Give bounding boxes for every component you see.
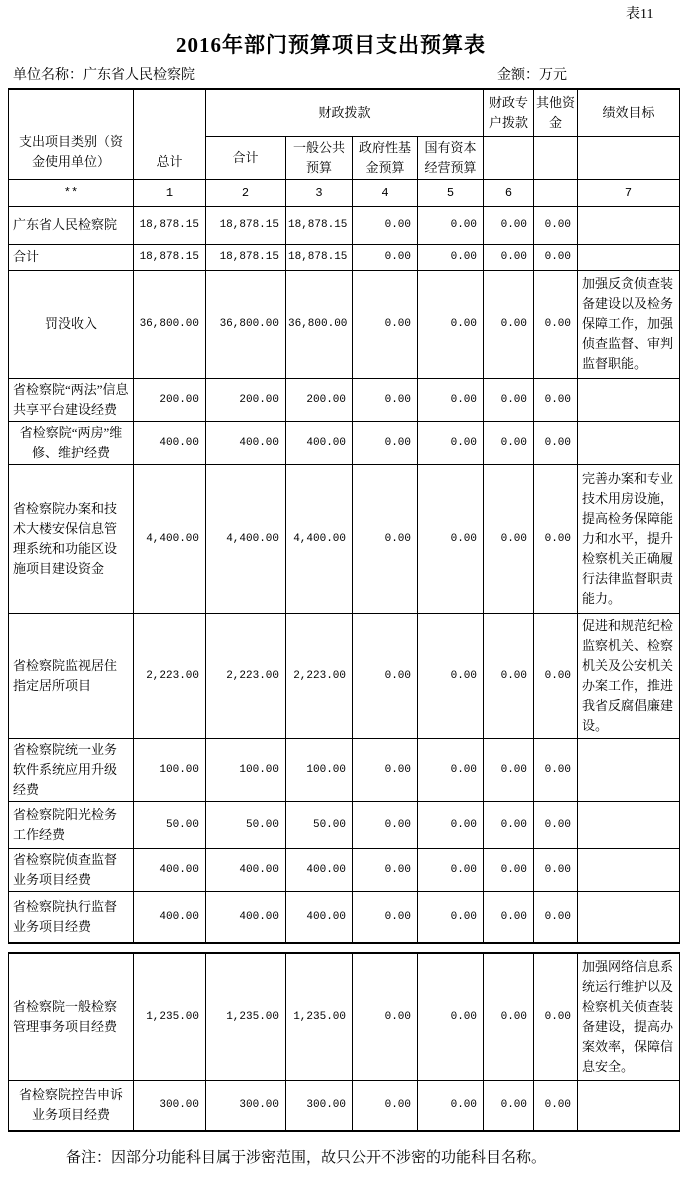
- cell-performance: 促进和规范纪检监察机关、检察机关及公安机关办案工作，推进我省反腐倡廉建设。: [578, 613, 680, 738]
- cell-value: 0.00: [418, 378, 484, 421]
- cell-project-label: 广东省人民检察院: [9, 206, 134, 244]
- cell-value: 0.00: [534, 421, 578, 464]
- table-row: [9, 953, 680, 1080]
- cell-value: 0.00: [534, 953, 578, 1080]
- col-number-cell: 1: [134, 179, 206, 206]
- table-row: [9, 1080, 680, 1131]
- cell-value: 0.00: [353, 891, 418, 943]
- cell-value: 0.00: [353, 421, 418, 464]
- cell-value: 2,223.00: [134, 613, 206, 738]
- footnote: 备注：因部分功能科目属于涉密范围，故只公开不涉密的功能科目名称。: [66, 1150, 547, 1166]
- cell-value: 0.00: [534, 244, 578, 270]
- col-number-cell: 2: [206, 179, 286, 206]
- cell-value: 0.00: [353, 378, 418, 421]
- cell-value: 0.00: [418, 953, 484, 1080]
- cell-value: 0.00: [534, 270, 578, 378]
- cell-performance: [578, 738, 680, 801]
- page-title: 2016年部门预算项目支出预算表: [176, 33, 486, 57]
- cell-value: 18,878.15: [286, 244, 353, 270]
- cell-value: 300.00: [206, 1080, 286, 1131]
- cell-value: 0.00: [353, 464, 418, 613]
- cell-value: 1,235.00: [134, 953, 206, 1080]
- table-row: [9, 848, 680, 891]
- cell-value: 0.00: [534, 801, 578, 848]
- col-header-performance: 绩效目标: [578, 89, 680, 136]
- cell-value: 50.00: [286, 801, 353, 848]
- meta-row: [0, 64, 683, 84]
- cell-project-label: 省检察院监视居住指定居所项目: [9, 613, 134, 738]
- col-number-cell: 5: [418, 179, 484, 206]
- col-header-gov-fund-budget: 政府性基金预算: [353, 136, 418, 179]
- table-row: [9, 206, 680, 244]
- cell-value: 0.00: [534, 378, 578, 421]
- cell-performance: 加强反贪侦查装备建设以及检务保障工作，加强侦查监督、审判监督职能。: [578, 270, 680, 378]
- cell-value: 0.00: [484, 891, 534, 943]
- col-header-total: 总计: [134, 89, 206, 179]
- cell-value: 400.00: [286, 848, 353, 891]
- col-number-cell: [534, 179, 578, 206]
- budget-table-block-2: [8, 952, 680, 1132]
- table-row: [9, 421, 680, 464]
- cell-value: 100.00: [286, 738, 353, 801]
- cell-project-label: 省检察院一般检察管理事务项目经费: [9, 953, 134, 1080]
- col-number-cell: 3: [286, 179, 353, 206]
- cell-performance: [578, 206, 680, 244]
- col-header-fiscal-group: 财政拨款: [206, 89, 484, 136]
- cell-value: 400.00: [134, 848, 206, 891]
- col-header-special-account: 财政专户拨款: [484, 89, 534, 136]
- cell-value: 18,878.15: [134, 206, 206, 244]
- cell-value: 400.00: [134, 891, 206, 943]
- cell-value: 0.00: [534, 206, 578, 244]
- col-number-cell: 6: [484, 179, 534, 206]
- cell-value: 400.00: [286, 421, 353, 464]
- cell-value: 0.00: [484, 613, 534, 738]
- header-empty-cell: [578, 136, 680, 179]
- cell-value: 0.00: [534, 891, 578, 943]
- cell-value: 0.00: [353, 738, 418, 801]
- cell-project-label: 省检察院“两房”维修、维护经费: [9, 421, 134, 464]
- cell-value: 400.00: [206, 848, 286, 891]
- cell-project-label: 省检察院侦查监督业务项目经费: [9, 848, 134, 891]
- cell-value: 100.00: [134, 738, 206, 801]
- cell-value: 4,400.00: [134, 464, 206, 613]
- cell-value: 0.00: [353, 848, 418, 891]
- cell-performance: [578, 801, 680, 848]
- table-number-tag: 表11: [626, 7, 654, 22]
- cell-value: 0.00: [484, 421, 534, 464]
- header-empty-cell: [534, 136, 578, 179]
- cell-value: 0.00: [418, 891, 484, 943]
- cell-value: 0.00: [418, 738, 484, 801]
- cell-value: 36,800.00: [206, 270, 286, 378]
- cell-value: 0.00: [484, 270, 534, 378]
- cell-value: 36,800.00: [286, 270, 353, 378]
- cell-value: 200.00: [286, 378, 353, 421]
- col-number-cell: 7: [578, 179, 680, 206]
- amount-unit-label: 金额：万元: [497, 68, 567, 83]
- cell-value: 100.00: [206, 738, 286, 801]
- col-header-state-capital-budget: 国有资本经营预算: [418, 136, 484, 179]
- cell-value: 2,223.00: [286, 613, 353, 738]
- budget-tables: [8, 88, 679, 1132]
- header-row-numbers: [9, 179, 680, 206]
- cell-value: 0.00: [484, 1080, 534, 1131]
- cell-value: 36,800.00: [134, 270, 206, 378]
- table-row: [9, 738, 680, 801]
- table-row: [9, 613, 680, 738]
- cell-value: 200.00: [206, 378, 286, 421]
- cell-value: 0.00: [484, 738, 534, 801]
- cell-value: 0.00: [534, 848, 578, 891]
- cell-value: 0.00: [418, 613, 484, 738]
- cell-value: 0.00: [484, 848, 534, 891]
- cell-value: 0.00: [484, 801, 534, 848]
- table-row: [9, 464, 680, 613]
- cell-performance: [578, 1080, 680, 1131]
- cell-value: 4,400.00: [206, 464, 286, 613]
- header-empty-cell: [484, 136, 534, 179]
- cell-project-label: 省检察院“两法”信息共享平台建设经费: [9, 378, 134, 421]
- cell-performance: [578, 891, 680, 943]
- col-number-cell: 4: [353, 179, 418, 206]
- unit-name-label: 单位名称：广东省人民检察院: [13, 68, 195, 83]
- cell-value: 0.00: [418, 244, 484, 270]
- cell-value: 0.00: [484, 378, 534, 421]
- col-header-other-funds: 其他资金: [534, 89, 578, 136]
- cell-value: 0.00: [353, 1080, 418, 1131]
- cell-value: 0.00: [353, 206, 418, 244]
- cell-performance: 完善办案和专业技术用房设施，提高检务保障能力和水平，提升检察机关正确履行法律监督职责能力。: [578, 464, 680, 613]
- cell-project-label: 省检察院阳光检务工作经费: [9, 801, 134, 848]
- col-header-fiscal-subtotal: 合计: [206, 136, 286, 179]
- cell-value: 0.00: [353, 801, 418, 848]
- cell-value: 400.00: [206, 891, 286, 943]
- cell-project-label: 省检察院执行监督业务项目经费: [9, 891, 134, 943]
- cell-value: 300.00: [134, 1080, 206, 1131]
- table-row: [9, 270, 680, 378]
- cell-value: 0.00: [418, 848, 484, 891]
- cell-performance: [578, 378, 680, 421]
- cell-value: 1,235.00: [286, 953, 353, 1080]
- cell-value: 50.00: [134, 801, 206, 848]
- cell-value: 0.00: [418, 801, 484, 848]
- col-number-cell: **: [9, 179, 134, 206]
- cell-performance: [578, 421, 680, 464]
- cell-value: 2,223.00: [206, 613, 286, 738]
- cell-project-label: 省检察院控告申诉业务项目经费: [9, 1080, 134, 1131]
- cell-value: 200.00: [134, 378, 206, 421]
- cell-value: 18,878.15: [134, 244, 206, 270]
- cell-value: 0.00: [353, 613, 418, 738]
- cell-performance: 加强网络信息系统运行维护以及检察机关侦查装备建设，提高办案效率，保障信息安全。: [578, 953, 680, 1080]
- cell-value: 50.00: [206, 801, 286, 848]
- cell-value: 4,400.00: [286, 464, 353, 613]
- cell-value: 0.00: [418, 270, 484, 378]
- cell-value: 0.00: [484, 464, 534, 613]
- cell-value: 0.00: [534, 613, 578, 738]
- cell-value: 0.00: [418, 421, 484, 464]
- cell-value: 0.00: [418, 206, 484, 244]
- cell-value: 400.00: [134, 421, 206, 464]
- cell-value: 400.00: [206, 421, 286, 464]
- cell-project-label: 省检察院统一业务软件系统应用升级经费: [9, 738, 134, 801]
- cell-value: 18,878.15: [206, 244, 286, 270]
- cell-value: 400.00: [286, 891, 353, 943]
- header-row-groups: [9, 89, 680, 136]
- cell-value: 0.00: [484, 244, 534, 270]
- cell-value: 18,878.15: [206, 206, 286, 244]
- col-header-category: 支出项目类别（资金使用单位）: [9, 89, 134, 179]
- cell-performance: [578, 848, 680, 891]
- cell-value: 0.00: [418, 464, 484, 613]
- cell-value: 1,235.00: [206, 953, 286, 1080]
- cell-value: 0.00: [534, 738, 578, 801]
- col-header-general-public-budget: 一般公共预算: [286, 136, 353, 179]
- cell-value: 0.00: [353, 953, 418, 1080]
- cell-value: 0.00: [534, 1080, 578, 1131]
- table-row: [9, 891, 680, 943]
- cell-performance: [578, 244, 680, 270]
- table-row: [9, 378, 680, 421]
- table-row: [9, 244, 680, 270]
- cell-value: 0.00: [418, 1080, 484, 1131]
- cell-value: 0.00: [534, 464, 578, 613]
- cell-project-label: 合计: [9, 244, 134, 270]
- cell-value: 18,878.15: [286, 206, 353, 244]
- cell-value: 300.00: [286, 1080, 353, 1131]
- cell-project-label: 罚没收入: [9, 270, 134, 378]
- cell-value: 0.00: [484, 206, 534, 244]
- cell-project-label: 省检察院办案和技术大楼安保信息管理系统和功能区设施项目建设资金: [9, 464, 134, 613]
- cell-value: 0.00: [353, 270, 418, 378]
- cell-value: 0.00: [353, 244, 418, 270]
- cell-value: 0.00: [484, 953, 534, 1080]
- table-row: [9, 801, 680, 848]
- budget-table-block-1: [8, 88, 680, 944]
